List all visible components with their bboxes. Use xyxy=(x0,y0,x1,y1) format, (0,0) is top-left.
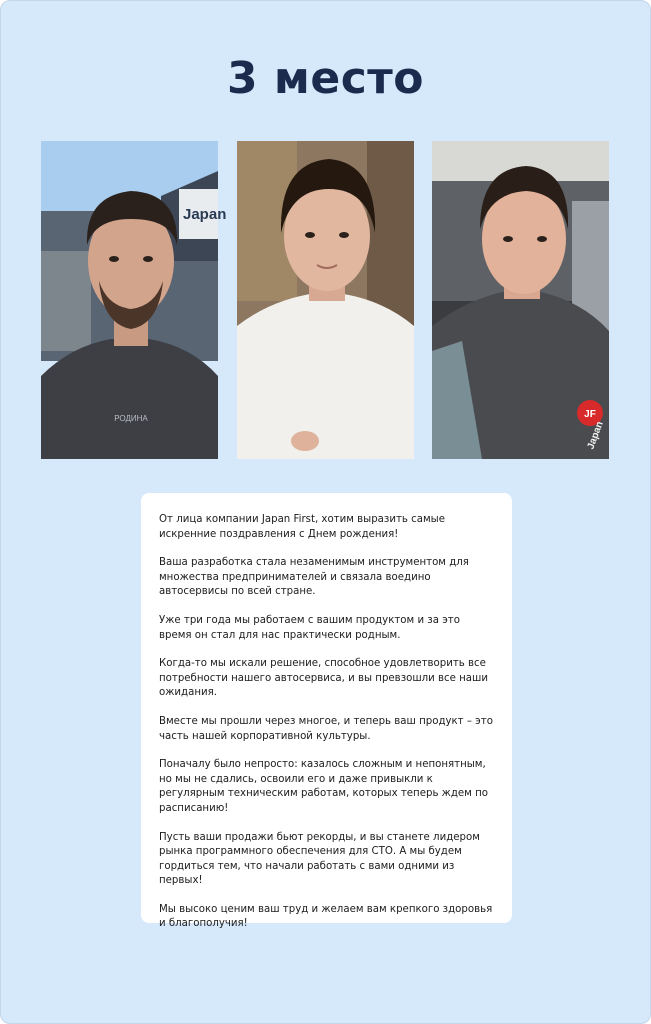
shirt-text: РОДИНА xyxy=(114,414,148,423)
message-paragraph: Когда-то мы искали решение, способное удовлетворить все потребности нашего автосервиса, и вы превзошли все наши ожидания. xyxy=(159,658,488,699)
jacket-text: Japan xyxy=(585,419,606,451)
photo-person-3 xyxy=(432,141,609,459)
message-paragraph: Поначалу было непросто: казалось сложным и непонятным, но мы не сдались, освоили его и даже привыкли к регулярным техническим работам, которых теперь ждем по расписанию! xyxy=(159,759,488,814)
message-paragraph: Мы высоко ценим ваш труд и желаем вам крепкого здоровья и благополучия! xyxy=(159,903,493,930)
photo-person-1 xyxy=(41,141,227,459)
badge-text: JF xyxy=(584,409,596,420)
message-paragraph: Пусть ваши продажи бьют рекорды, и вы станете лидером рынка программного обеспечения для СТО. А мы будем гордиться тем, что начали работать с вами одними из первых! xyxy=(159,831,480,887)
page-title: 3 место xyxy=(226,53,425,104)
photo-person-2 xyxy=(237,141,414,459)
congratulation-card xyxy=(141,493,512,930)
sign-text: Japan xyxy=(183,206,227,223)
message-paragraph: Вместе мы прошли через многое, и теперь ваш продукт – это часть нашей корпоративной культуры. xyxy=(159,715,493,742)
message-paragraph: От лица компании Japan First, хотим выразить самые искренние поздравления с Днем рождения! xyxy=(159,514,445,540)
message-paragraph: Уже три года мы работаем с вашим продуктом и за это время он стал для нас практически родным. xyxy=(159,614,460,641)
message-paragraph: Ваша разработка стала незаменимым инструментом для множества предпринимателей и связала воедино автосервисы по всей стране. xyxy=(159,557,469,598)
